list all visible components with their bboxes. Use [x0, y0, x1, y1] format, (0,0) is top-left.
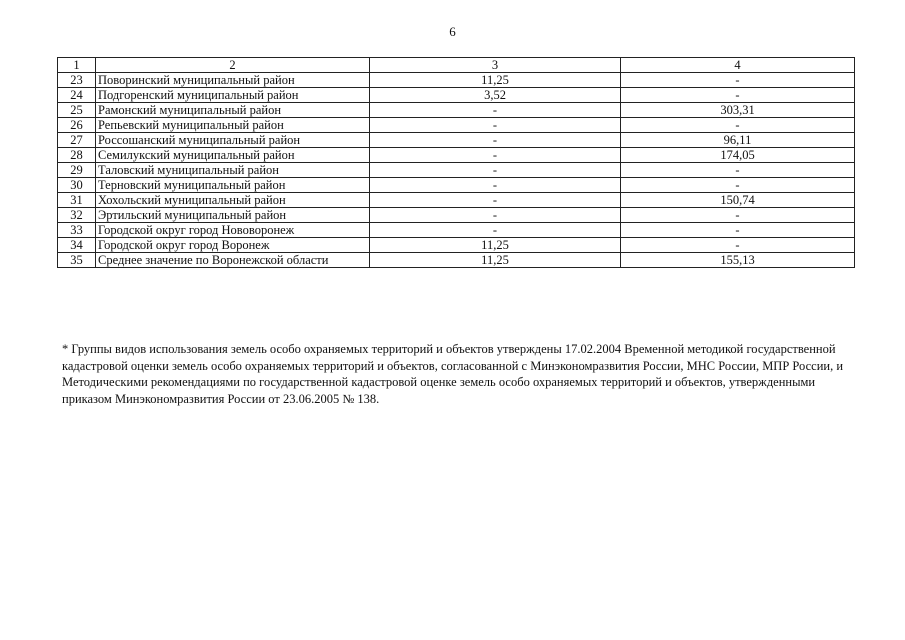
territory-name-cell: Городской округ город Воронеж	[96, 238, 370, 253]
value-col4-cell: -	[621, 223, 855, 238]
table-row	[58, 73, 855, 88]
territory-name-cell: Терновский муниципальный район	[96, 178, 370, 193]
table-row	[58, 208, 855, 223]
row-number-cell: 29	[58, 163, 96, 178]
value-col3-cell: 11,25	[370, 253, 621, 268]
table-row	[58, 238, 855, 253]
value-col4-cell: 96,11	[621, 133, 855, 148]
value-col3-cell: -	[370, 118, 621, 133]
table-row	[58, 253, 855, 268]
row-number-cell: 25	[58, 103, 96, 118]
header-cell-col4: 4	[621, 58, 855, 73]
value-col4-cell: -	[621, 238, 855, 253]
row-number-cell: 34	[58, 238, 96, 253]
territory-name-cell: Подгоренский муниципальный район	[96, 88, 370, 103]
table-row	[58, 88, 855, 103]
row-number-cell: 30	[58, 178, 96, 193]
row-number-cell: 32	[58, 208, 96, 223]
table-row	[58, 178, 855, 193]
header-cell-col2: 2	[96, 58, 370, 73]
value-col3-cell: -	[370, 223, 621, 238]
territory-name-cell: Среднее значение по Воронежской области	[96, 253, 370, 268]
territory-name-cell: Репьевский муниципальный район	[96, 118, 370, 133]
territory-name-cell: Семилукский муниципальный район	[96, 148, 370, 163]
territory-name-cell: Россошанский муниципальный район	[96, 133, 370, 148]
table-row	[58, 223, 855, 238]
table-row	[58, 163, 855, 178]
territory-name-cell: Городской округ город Нововоронеж	[96, 223, 370, 238]
row-number-cell: 28	[58, 148, 96, 163]
value-col3-cell: 11,25	[370, 238, 621, 253]
row-number-cell: 27	[58, 133, 96, 148]
row-number-cell: 35	[58, 253, 96, 268]
territory-name-cell: Поворинский муниципальный район	[96, 73, 370, 88]
valuation-table	[57, 57, 855, 268]
row-number-cell: 33	[58, 223, 96, 238]
value-col3-cell: 3,52	[370, 88, 621, 103]
table-row	[58, 103, 855, 118]
value-col4-cell: -	[621, 208, 855, 223]
header-cell-col1: 1	[58, 58, 96, 73]
value-col4-cell: 155,13	[621, 253, 855, 268]
table-row	[58, 148, 855, 163]
value-col3-cell: -	[370, 103, 621, 118]
table-row	[58, 118, 855, 133]
footnote: * Группы видов использования земель особо охраняемых территорий и объектов утверждены 17.02.2004 Временной методикой государственной кадастровой оценки земель особо охраняемых территорий и объектов, согласованной с Минэкономразвития России, МНС России, МПР России, и Методическими рекомендациями по государственной кадастровой оценке земель особо охраняемых территорий и объектов, утвержденными приказом Минэкономразвития России от 23.06.2005 № 138.	[62, 342, 844, 406]
value-col4-cell: -	[621, 163, 855, 178]
value-col3-cell: -	[370, 178, 621, 193]
table-row	[58, 193, 855, 208]
value-col3-cell: -	[370, 208, 621, 223]
value-col4-cell: -	[621, 178, 855, 193]
value-col4-cell: -	[621, 88, 855, 103]
table-body	[58, 73, 855, 268]
value-col4-cell: -	[621, 73, 855, 88]
value-col4-cell: 174,05	[621, 148, 855, 163]
value-col3-cell: -	[370, 193, 621, 208]
table-row	[58, 133, 855, 148]
row-number-cell: 31	[58, 193, 96, 208]
value-col3-cell: -	[370, 148, 621, 163]
value-col4-cell: 303,31	[621, 103, 855, 118]
value-col4-cell: -	[621, 118, 855, 133]
territory-name-cell: Рамонский муниципальный район	[96, 103, 370, 118]
header-cell-col3: 3	[370, 58, 621, 73]
value-col3-cell: 11,25	[370, 73, 621, 88]
row-number-cell: 26	[58, 118, 96, 133]
value-col3-cell: -	[370, 163, 621, 178]
territory-name-cell: Эртильский муниципальный район	[96, 208, 370, 223]
row-number-cell: 23	[58, 73, 96, 88]
row-number-cell: 24	[58, 88, 96, 103]
territory-name-cell: Таловский муниципальный район	[96, 163, 370, 178]
value-col4-cell: 150,74	[621, 193, 855, 208]
value-col3-cell: -	[370, 133, 621, 148]
territory-name-cell: Хохольский муниципальный район	[96, 193, 370, 208]
page-number: 6	[449, 24, 456, 39]
table-header	[58, 58, 855, 73]
table-header-row	[58, 58, 855, 73]
